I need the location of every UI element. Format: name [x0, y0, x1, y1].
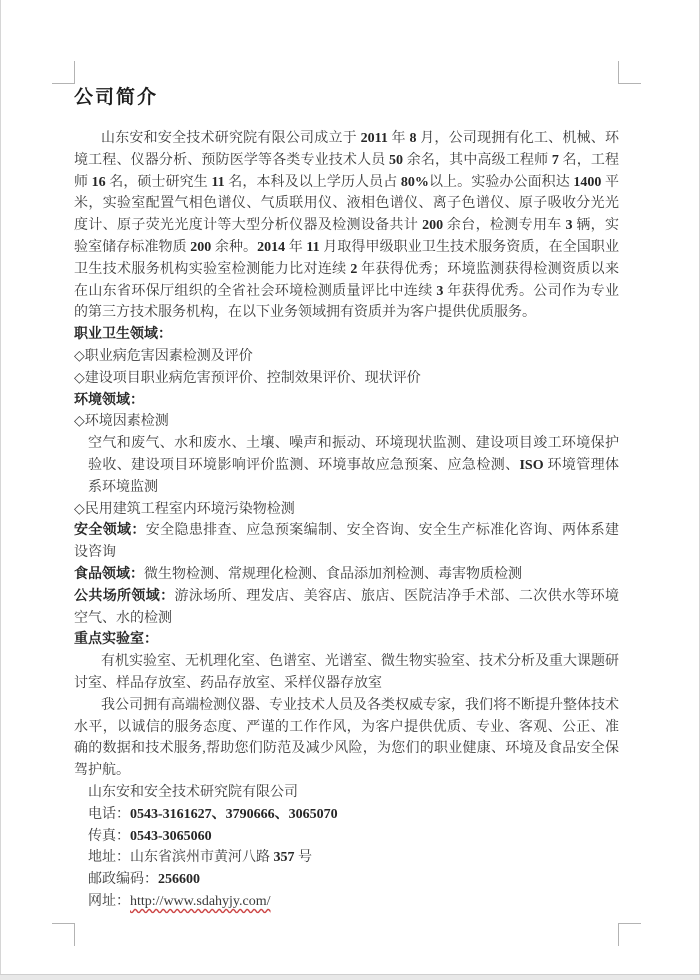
text-run: 传真：	[88, 828, 130, 844]
website-url-text: http://www.sdahyjy.com/	[130, 893, 271, 909]
bold-text-run: ISO	[519, 457, 544, 473]
text-run: 月，公司现拥有化工、机械、环境工程、仪器分析、预防医学等各类专业技术人员	[74, 131, 620, 168]
text-run: ◇建设项目职业病危害预评价、控制效果评价、现状评价	[74, 370, 421, 386]
address-line	[74, 847, 619, 869]
text-run: 辆，实验室储存标准物质	[74, 218, 620, 255]
text-run: ◇环境因素检测	[74, 414, 169, 430]
environment-heading	[74, 390, 619, 412]
website-line	[74, 891, 619, 913]
bold-text-run: 200	[190, 239, 212, 255]
bold-text-run: 16	[91, 174, 106, 190]
text-run: 余名，其中高级工程师	[403, 152, 552, 168]
bold-text-run: 0543-3161627、3790666、3065070	[130, 806, 338, 822]
text-run: 名，硕士研究生	[105, 174, 212, 190]
environment-item-1	[74, 411, 619, 433]
bold-text-run: 8	[409, 131, 417, 146]
text-run: 以上。实验办公面积达	[428, 174, 574, 190]
text-run: 月取得甲级职业卫生技术服务资质，在全国职业卫生技术服务机构实验室检测能力比对连续	[74, 239, 620, 277]
occupational-health-heading	[74, 324, 619, 346]
environment-sublist	[74, 433, 619, 498]
bold-text-run: 11	[306, 239, 320, 255]
fax-line	[74, 826, 619, 848]
bold-text-run: 1400	[573, 174, 602, 190]
text-run: 山东安和安全技术研究院有限公司	[88, 784, 298, 800]
bold-text-run: 2011	[360, 131, 388, 146]
crop-mark-top-left-vertical	[74, 61, 75, 83]
text-run: 游泳场所、理发店、美容店、旅店、医院洁净手术部、二次供水等环境空气、水的检测	[74, 588, 620, 626]
document-blocks	[74, 128, 619, 913]
text-run: 微生物检测、常规理化检测、食品添加剂检测、毒害物质检测	[144, 566, 522, 582]
text-run: 我公司拥有高端检测仪器、专业技术人员及各类权威专家，我们将不断提升整体技术水平，以诚信的服务态度、严谨的工作作风，为客户提供优质、专业、客观、公正、准确的数据和技术服务,帮助您们防范及减少风险，为您们的职业健康、环境及食品安全保驾护航。	[74, 697, 619, 779]
bold-text-run: 3	[565, 218, 573, 234]
bold-text-run: 职业卫生领域：	[74, 327, 172, 343]
bold-text-run: 11	[211, 174, 225, 190]
text-run: 地址：山东省滨州市黄河八路	[88, 850, 274, 866]
text-run: 空气和废气、水和废水、土壤、噪声和振动、环境现状监测、建设项目竣工环境保护验收、建设项目环境影响评价监测、环境事故应急预案、应急检测、	[88, 436, 619, 473]
text-run: 山东安和安全技术研究院有限公司成立于	[101, 131, 361, 146]
crop-mark-bottom-left-horizontal	[52, 923, 75, 924]
bold-text-run: 80%	[400, 174, 429, 190]
crop-mark-top-left-horizontal	[52, 83, 75, 84]
text-run: 余种。	[211, 239, 258, 255]
food-paragraph	[74, 564, 619, 586]
key-labs-paragraph	[74, 651, 619, 695]
bold-text-run: 7	[551, 152, 559, 168]
environment-item-2	[74, 499, 619, 521]
text-run: 邮政编码：	[88, 872, 158, 888]
text-run: ◇民用建筑工程室内环境污染物检测	[74, 501, 295, 517]
company-name	[74, 782, 619, 804]
bold-text-run: 2	[350, 261, 358, 277]
bold-text-run: 公共场所领域：	[74, 588, 175, 604]
crop-mark-bottom-right-horizontal	[618, 923, 641, 924]
text-run: 年获得优秀。公司作为专业的第三方技术服务机构，在以下业务领域拥有资质并为客户提供优质服务。	[74, 283, 620, 321]
page-left-edge	[0, 0, 1, 975]
crop-mark-top-right-horizontal	[618, 83, 641, 84]
text-run: 网址：	[88, 893, 130, 909]
bold-text-run: 重点实验室：	[74, 632, 158, 648]
text-run: 环境管理体系环境监测	[88, 457, 620, 495]
phone-line	[74, 804, 619, 826]
text-run: 余台，检测专用车	[443, 218, 566, 234]
text-run: 年	[285, 239, 307, 255]
bold-text-run: 256600	[158, 872, 200, 888]
crop-mark-bottom-right-vertical	[618, 924, 619, 946]
key-labs-heading	[74, 629, 619, 651]
text-run: 名，工程师	[74, 152, 620, 190]
bold-text-run: 50	[389, 152, 404, 168]
public-places-paragraph	[74, 586, 619, 630]
crop-mark-bottom-left-vertical	[74, 924, 75, 946]
bold-text-run: 200	[422, 218, 444, 234]
occupational-item-2	[74, 368, 619, 390]
crop-mark-top-right-vertical	[618, 61, 619, 83]
closing-paragraph	[74, 695, 619, 782]
bold-text-run: 3	[436, 283, 444, 299]
text-run: 安全隐患排查、应急预案编制、安全咨询、安全生产标准化咨询、两体系建设咨询	[74, 523, 620, 561]
text-run: 年获得优秀；环境监测获得检测资质以来在山东省环保厅组织的全省社会环境检测质量评比中连续	[74, 261, 620, 299]
bold-text-run: 食品领域：	[74, 566, 144, 582]
bold-text-run: 0543-3065060	[130, 828, 212, 844]
postcode-line	[74, 869, 619, 891]
occupational-item-1	[74, 346, 619, 368]
document-content	[74, 86, 619, 913]
text-run: 年	[387, 131, 410, 146]
text-run: 电话：	[88, 806, 130, 822]
bold-text-run: 2014	[257, 239, 286, 255]
safety-paragraph	[74, 520, 619, 564]
text-run: 平米，实验室配置气相色谱仪、气质联用仪、液相色谱仪、离子色谱仪、原子吸收分光光度计、原子荧光光度计等大型分析仪器及检测设备共计	[74, 174, 620, 234]
text-run: 号	[294, 850, 312, 866]
text-run: 名，本科及以上学历人员占	[224, 174, 401, 190]
text-run: ◇职业病危害因素检测及评价	[74, 348, 253, 364]
text-run: 有机实验室、无机理化室、色谱室、光谱室、微生物实验室、技术分析及重大课题研讨室、样品存放室、药品存放室、采样仪器存放室	[74, 654, 619, 691]
bold-text-run: 环境领域：	[74, 392, 144, 408]
intro-paragraph	[74, 128, 619, 324]
page-bottom-edge	[0, 974, 700, 980]
bold-text-run: 357	[273, 850, 295, 866]
bold-text-run: 安全领域：	[74, 523, 146, 539]
page-title: 公司简介	[74, 87, 159, 108]
